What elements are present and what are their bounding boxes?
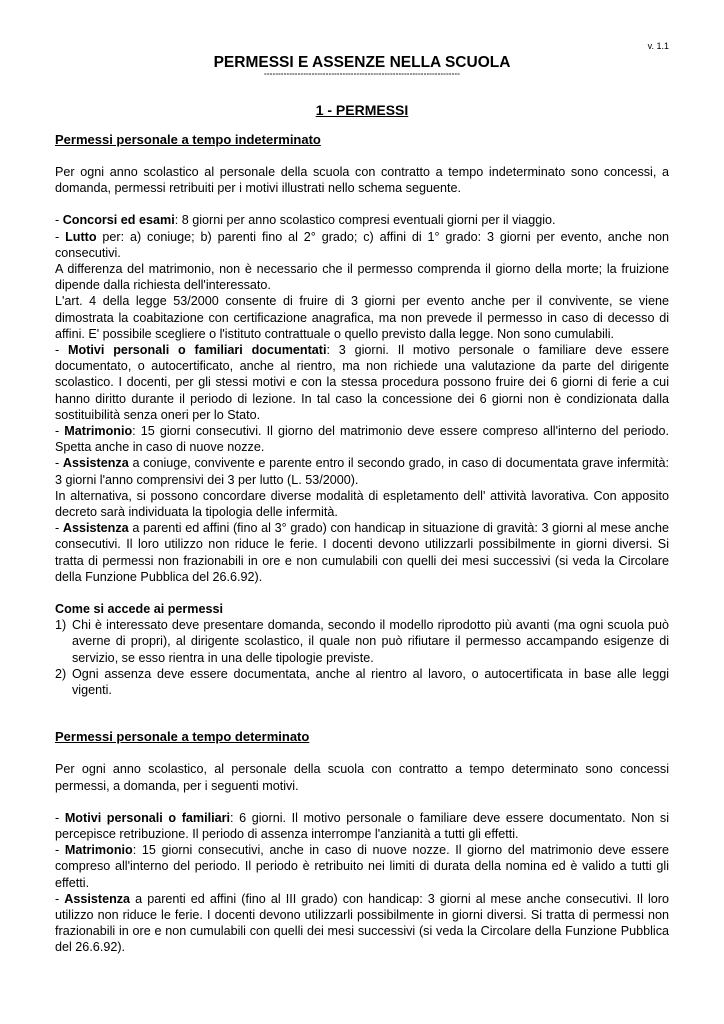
version-label: v. 1.1 xyxy=(647,41,669,51)
paragraph-item xyxy=(55,488,669,520)
access-list-item xyxy=(55,617,669,666)
item-text: : 15 giorni consecutivi. Il giorno del matrimonio deve essere compreso all'interno del periodo. Spetta anche in caso di nuove nozze. xyxy=(55,424,669,455)
paragraph-item xyxy=(55,842,669,891)
document-page xyxy=(55,36,669,956)
item-text: a coniuge, convivente e parente entro il secondo grado, in caso di documentata grave infermità: 3 giorni l'anno comprensivi dei 3 per lutto (L. 53/2000). xyxy=(55,456,669,487)
item-label: Concorsi ed esami xyxy=(62,213,175,228)
paragraph-item xyxy=(55,455,669,487)
list-indeterminato xyxy=(55,212,669,585)
item-text: a parenti ed affini (fino al III grado) con handicap: 3 giorni al mese anche consecutivi. Il loro utilizzo non riduce le ferie. I docenti devono utilizzarli possibilmente in giorni diversi. Si tratta di permessi non frazionabili in ore e non cumulabili con quelli dei mesi successivi (si veda la Circolare della Funzione Pubblica del 26.6.92). xyxy=(55,891,669,955)
paragraph-item xyxy=(55,520,669,585)
item-dash: - xyxy=(55,521,63,536)
item-text: : 8 giorni per anno scolastico compresi eventuali giorni per il viaggio. xyxy=(174,213,556,228)
item-text: A differenza del matrimonio, non è necessario che il permesso comprenda il giorno della morte; la fruizione dipende dalla richiesta dell'interessato. xyxy=(55,262,669,293)
item-label: Motivi personali o familiari xyxy=(64,810,230,825)
paragraph-item xyxy=(55,423,669,455)
item-label: Assistenza xyxy=(64,891,131,906)
paragraph-item xyxy=(55,293,669,342)
item-dash: - xyxy=(55,810,65,825)
item-text: a parenti ed affini (fino al 3° grado) con handicap in situazione di gravità: 3 giorni al mese anche consecutivi. Il loro utilizzo non riduce le ferie. I docenti devono utilizzarli possibilmente in giorni diversi. Si tratta di permessi non frazionabili in ore e non cumulabili con quelli dei mesi successivi (si veda la Circolare della Funzione Pubblica del 26.6.92). xyxy=(55,521,669,584)
item-dash: - xyxy=(55,843,65,858)
item-label: Motivi personali o familiari documentati xyxy=(68,343,327,358)
item-label: Assistenza xyxy=(62,521,129,536)
access-item-text: Chi è interessato deve presentare domanda, secondo il modello riprodotto più avanti (ma ogni scuola può averne di propri), al dirigente scolastico, il quale non può rifiutare il permesso accampando esigenze di servizio, se esso rientra in una delle tipologie previste. xyxy=(72,618,669,665)
item-label: Matrimonio xyxy=(64,424,133,439)
paragraph-item xyxy=(55,891,669,956)
item-dash: - xyxy=(55,456,63,471)
item-dash: - xyxy=(55,229,66,244)
item-text: : 3 giorni. Il motivo personale o familiare deve essere documentato, o autocertificato, anche al rientro, ma non richiede una valutazione da parte del dirigente scolastico. I docenti, per gli stessi motivi e con la stessa procedura possono fruire dei 6 giorni di ferie a cui hanno diritto durante il periodo di lezione. In tal caso la concessione dei 6 giorni non è condizionata dalla sostituibilità senza oneri per lo Stato. xyxy=(55,343,669,422)
intro-indeterminato: Per ogni anno scolastico al personale della scuola con contratto a tempo indeterminato sono concessi, a domanda, permessi retribuiti per i motivi illustrati nello schema seguente. xyxy=(55,165,669,196)
item-label: Matrimonio xyxy=(64,843,133,858)
item-label: Assistenza xyxy=(62,456,129,471)
item-text: L'art. 4 della legge 53/2000 consente di fruire di 3 giorni per evento anche per il convivente, se viene dimostrata la coabitazione con certificazione anagrafica, ma non prevede il permesso in caso di decesso di affini. E' possibile scegliere o l'istituto contrattuale o quello previsto dalla legge. Non sono cumulabili. xyxy=(55,294,669,341)
item-text: In alternativa, si possono concordare diverse modalità di espletamento dell' attività lavorativa. Con apposito decreto sarà individuata la tipologia delle infermità. xyxy=(55,488,669,520)
access-item-text: Ogni assenza deve essere documentata, anche al rientro al lavoro, o autocertificata in base alle leggi vigenti. xyxy=(72,666,669,698)
paragraph-item xyxy=(55,342,669,423)
heading-indeterminato: Permessi personale a tempo indeterminato xyxy=(55,132,321,147)
list-determinato xyxy=(55,810,669,956)
paragraph-item xyxy=(55,212,669,228)
item-text: : 6 giorni. Il motivo personale o familiare deve essere documentato. Non si percepisce retribuzione. Il periodo di assenza interrompe l'anzianità a tutti gli effetti. xyxy=(55,810,669,841)
item-dash: - xyxy=(55,213,63,228)
section-heading-permessi: 1 - PERMESSI xyxy=(315,102,409,118)
paragraph-item xyxy=(55,229,669,261)
document-title: PERMESSI E ASSENZE NELLA SCUOLA xyxy=(213,54,511,71)
title-underline-dots: °°°°°°°°°°°°°°°°°°°°°°°°°°°°°°°°°°°°°°°°°°°°°°°°°°°°°°°°°°°°°°°°°°°°°° xyxy=(264,73,460,80)
access-list xyxy=(55,617,669,698)
item-dash: - xyxy=(55,424,65,439)
item-text: : 15 giorni consecutivi, anche in caso di nuove nozze. Il giorno del matrimonio deve essere compreso all'interno del periodo. Il periodo è retribuito nei limiti di durata della nomina ed è valido a tutti gli effetti. xyxy=(55,843,669,890)
item-dash: - xyxy=(55,891,65,906)
access-item-number: 2) xyxy=(55,666,67,681)
paragraph-item xyxy=(55,810,669,842)
intro-determinato: Per ogni anno scolastico, al personale della scuola con contratto a tempo determinato sono concessi permessi, a domanda, per i seguenti motivi. xyxy=(55,762,669,793)
paragraph-item xyxy=(55,261,669,293)
item-dash: - xyxy=(55,343,69,358)
heading-access: Come si accede ai permessi xyxy=(55,602,224,617)
heading-determinato: Permessi personale a tempo determinato xyxy=(55,729,310,745)
access-list-item xyxy=(55,666,669,698)
access-item-number: 1) xyxy=(55,618,67,633)
item-text: per: a) coniuge; b) parenti fino al 2° grado; c) affini di 1° grado: 3 giorni per evento, anche non consecutivi. xyxy=(55,229,669,260)
item-label: Lutto xyxy=(65,229,97,244)
